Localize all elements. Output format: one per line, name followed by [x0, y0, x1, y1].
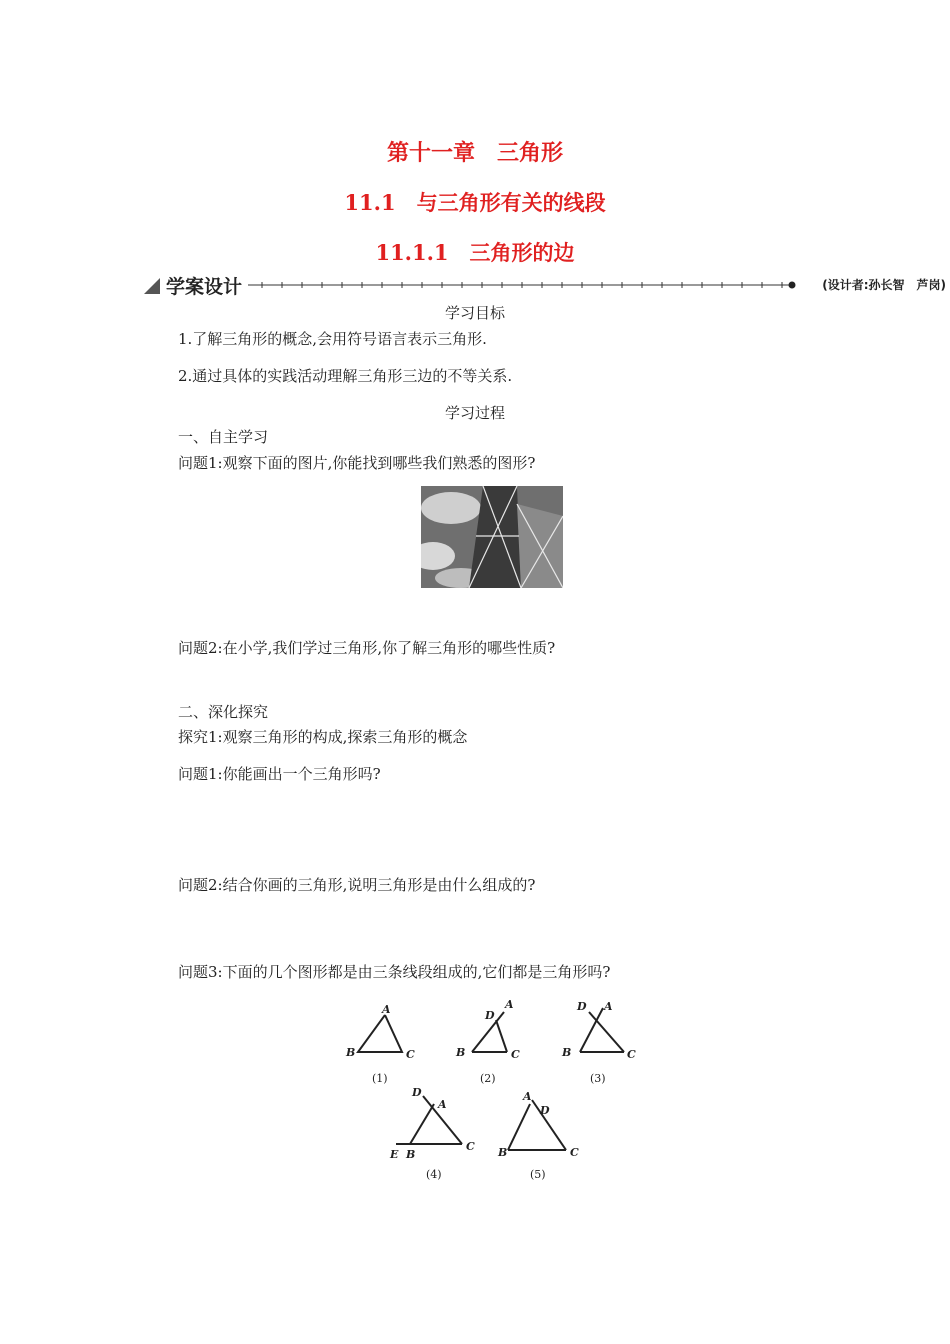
- study-plan-banner: [142, 272, 950, 300]
- part2-question-1: 问题1:你能画出一个三角形吗?: [178, 765, 381, 783]
- figure-caption: (5): [530, 1168, 546, 1181]
- explore-1: 探究1:观察三角形的构成,探索三角形的概念: [178, 728, 468, 746]
- vertex-label: D: [577, 1000, 587, 1013]
- triangle-figure-4: [386, 1082, 486, 1186]
- building-photo: [421, 486, 563, 588]
- vertex-label: B: [456, 1046, 466, 1059]
- section-title: 11.1 与三角形有关的线段: [344, 190, 606, 215]
- banner-corner-icon: [144, 278, 160, 294]
- triangle-figure-1: [340, 1000, 430, 1090]
- goal-item: 2.通过具体的实践活动理解三角形三边的不等关系.: [178, 367, 513, 385]
- vertex-label: D: [485, 1009, 495, 1022]
- vertex-label: A: [382, 1003, 391, 1016]
- vertex-label: C: [406, 1048, 415, 1061]
- part2-question-2: 问题2:结合你画的三角形,说明三角形是由什么组成的?: [178, 876, 536, 894]
- vertex-label: C: [511, 1048, 520, 1061]
- chapter-title: 第十一章 三角形: [386, 140, 563, 166]
- vertex-label: B: [562, 1046, 572, 1059]
- process-heading: 学习过程: [444, 404, 505, 422]
- goal-item: 1.了解三角形的概念,会用符号语言表示三角形.: [178, 330, 487, 348]
- vertex-label: C: [570, 1146, 579, 1159]
- vertex-label: A: [523, 1090, 532, 1103]
- part1-question-1: 问题1:观察下面的图片,你能找到哪些我们熟悉的图形?: [178, 454, 536, 472]
- triangle-figure-3: [558, 994, 648, 1090]
- triangle-figure-2: [450, 994, 540, 1090]
- part2-heading: 二、深化探究: [178, 703, 269, 721]
- figure-caption: (3): [590, 1072, 606, 1085]
- subsection-title: 11.1.1 三角形的边: [375, 240, 575, 265]
- vertex-label: A: [505, 998, 514, 1011]
- vertex-label: A: [438, 1098, 447, 1111]
- goals-heading: 学习目标: [444, 304, 505, 322]
- figure-caption: (2): [480, 1072, 496, 1085]
- vertex-label: B: [498, 1146, 508, 1159]
- vertex-label: C: [627, 1048, 636, 1061]
- vertex-label: B: [346, 1046, 356, 1059]
- vertex-label: A: [604, 1000, 613, 1013]
- part1-question-2: 问题2:在小学,我们学过三角形,你了解三角形的哪些性质?: [178, 639, 556, 657]
- vertex-label: D: [540, 1104, 550, 1117]
- part2-question-3: 问题3:下面的几个图形都是由三条线段组成的,它们都是三角形吗?: [178, 963, 611, 981]
- figure-caption: (4): [426, 1168, 442, 1181]
- vertex-label: C: [466, 1140, 475, 1153]
- vertex-label: B: [406, 1148, 416, 1161]
- part1-heading: 一、自主学习: [178, 428, 269, 446]
- vertex-label: E: [390, 1148, 399, 1161]
- triangle-figure-5: [494, 1082, 594, 1186]
- vertex-label: D: [412, 1086, 422, 1099]
- banner-credit: (设计者:孙长智 芦岗): [822, 278, 946, 292]
- banner-title: 学案设计: [166, 276, 243, 298]
- figure-caption: (1): [372, 1072, 388, 1085]
